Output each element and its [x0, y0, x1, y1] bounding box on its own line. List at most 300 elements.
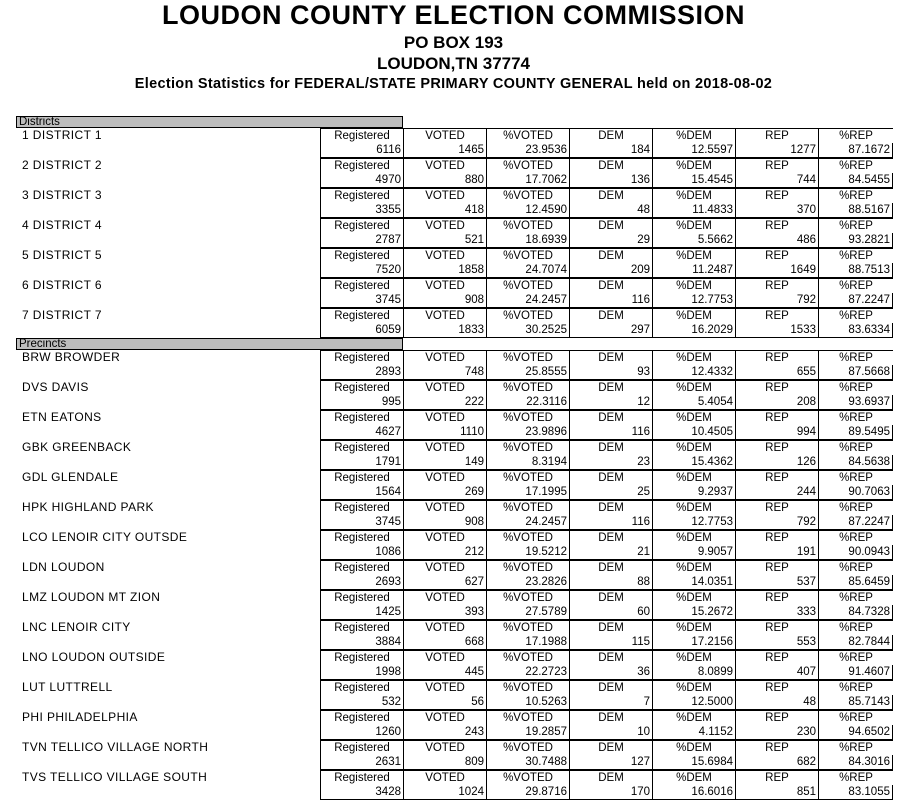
- value-cell: 627: [403, 575, 486, 590]
- value-cell: 1260: [320, 725, 403, 740]
- column-header: %REP: [818, 278, 893, 293]
- value-cell: 1791: [320, 455, 403, 470]
- column-header: VOTED: [403, 308, 486, 323]
- table-row: [16, 485, 893, 500]
- column-header: DEM: [569, 680, 652, 695]
- table-row: [16, 323, 893, 338]
- column-header: %VOTED: [486, 740, 569, 755]
- column-header: VOTED: [403, 410, 486, 425]
- column-header: %REP: [818, 440, 893, 455]
- row-name: 1 DISTRICT 1: [22, 128, 102, 142]
- column-header: %REP: [818, 158, 893, 173]
- value-cell: 2787: [320, 233, 403, 248]
- value-cell: 48: [569, 203, 652, 218]
- value-cell: 7520: [320, 263, 403, 278]
- column-header-row: [16, 278, 893, 293]
- column-header: %DEM: [652, 770, 735, 785]
- column-header-row: [16, 680, 893, 695]
- column-header-row: [16, 380, 893, 395]
- column-header: %DEM: [652, 158, 735, 173]
- value-cell: 792: [735, 515, 818, 530]
- value-cell: 88.5167: [818, 203, 893, 218]
- column-header: %VOTED: [486, 350, 569, 365]
- value-cell: 4970: [320, 173, 403, 188]
- value-cell: 11.4833: [652, 203, 735, 218]
- value-cell: 5.5662: [652, 233, 735, 248]
- table-row: [16, 425, 893, 440]
- value-cell: 17.1988: [486, 635, 569, 650]
- column-header: REP: [735, 770, 818, 785]
- value-cell: 22.2723: [486, 665, 569, 680]
- column-header: DEM: [569, 350, 652, 365]
- value-cell: 418: [403, 203, 486, 218]
- column-header: Registered: [320, 218, 403, 233]
- column-header: %VOTED: [486, 710, 569, 725]
- value-cell: 393: [403, 605, 486, 620]
- column-header: %REP: [818, 380, 893, 395]
- po-box: PO BOX 193: [403, 33, 504, 52]
- column-header: VOTED: [403, 530, 486, 545]
- table-row: [16, 143, 893, 158]
- value-cell: 24.2457: [486, 293, 569, 308]
- column-header: %REP: [818, 188, 893, 203]
- value-cell: 15.6984: [652, 755, 735, 770]
- value-cell: 1998: [320, 665, 403, 680]
- column-header: %DEM: [652, 278, 735, 293]
- column-header: %DEM: [652, 680, 735, 695]
- column-header-row: [16, 410, 893, 425]
- value-cell: 30.7488: [486, 755, 569, 770]
- column-header-row: [16, 440, 893, 455]
- row-name: 4 DISTRICT 4: [22, 218, 102, 232]
- value-cell: 87.2247: [818, 515, 893, 530]
- column-header: %VOTED: [486, 158, 569, 173]
- value-cell: 995: [320, 395, 403, 410]
- column-header: %VOTED: [486, 380, 569, 395]
- value-cell: 370: [735, 203, 818, 218]
- column-header: %VOTED: [486, 770, 569, 785]
- column-header-row: [16, 770, 893, 785]
- value-cell: 4627: [320, 425, 403, 440]
- value-cell: 87.2247: [818, 293, 893, 308]
- column-header: %VOTED: [486, 188, 569, 203]
- column-header-row: [16, 500, 893, 515]
- column-header: VOTED: [403, 248, 486, 263]
- column-header: REP: [735, 128, 818, 143]
- column-header-row: [16, 350, 893, 365]
- column-header: %REP: [818, 590, 893, 605]
- column-header: Registered: [320, 560, 403, 575]
- column-header-row: [16, 158, 893, 173]
- value-cell: 87.5668: [818, 365, 893, 380]
- value-cell: 191: [735, 545, 818, 560]
- column-header-row: [16, 530, 893, 545]
- table-row: [16, 755, 893, 770]
- value-cell: 994: [735, 425, 818, 440]
- column-header: %REP: [818, 470, 893, 485]
- value-cell: 8.0899: [652, 665, 735, 680]
- value-cell: 27.5789: [486, 605, 569, 620]
- value-cell: 93: [569, 365, 652, 380]
- column-header: %VOTED: [486, 218, 569, 233]
- column-header: Registered: [320, 350, 403, 365]
- value-cell: 1277: [735, 143, 818, 158]
- column-header: Registered: [320, 188, 403, 203]
- row-name: TVS TELLICO VILLAGE SOUTH: [22, 770, 208, 784]
- column-header: %VOTED: [486, 590, 569, 605]
- column-header: DEM: [569, 128, 652, 143]
- column-header: %REP: [818, 560, 893, 575]
- column-header: VOTED: [403, 128, 486, 143]
- row-name: ETN EATONS: [22, 410, 102, 424]
- column-header: %VOTED: [486, 650, 569, 665]
- column-header: VOTED: [403, 500, 486, 515]
- value-cell: 17.2156: [652, 635, 735, 650]
- row-name: 5 DISTRICT 5: [22, 248, 102, 262]
- value-cell: 748: [403, 365, 486, 380]
- column-header: Registered: [320, 500, 403, 515]
- value-cell: 14.0351: [652, 575, 735, 590]
- column-header: %DEM: [652, 218, 735, 233]
- column-header: %REP: [818, 350, 893, 365]
- value-cell: 809: [403, 755, 486, 770]
- row-name: LNC LENOIR CITY: [22, 620, 131, 634]
- column-header: VOTED: [403, 380, 486, 395]
- value-cell: 3428: [320, 785, 403, 800]
- column-header: VOTED: [403, 710, 486, 725]
- value-cell: 88.7513: [818, 263, 893, 278]
- value-cell: 9.2937: [652, 485, 735, 500]
- value-cell: 3745: [320, 293, 403, 308]
- value-cell: 1110: [403, 425, 486, 440]
- table-row: [16, 785, 893, 800]
- column-header: VOTED: [403, 188, 486, 203]
- column-header: DEM: [569, 248, 652, 263]
- column-header: %DEM: [652, 350, 735, 365]
- row-name: LUT LUTTRELL: [22, 680, 113, 694]
- column-header: Registered: [320, 410, 403, 425]
- column-header: %VOTED: [486, 500, 569, 515]
- column-header: REP: [735, 440, 818, 455]
- table-row: [16, 455, 893, 470]
- value-cell: 2631: [320, 755, 403, 770]
- value-cell: 136: [569, 173, 652, 188]
- value-cell: 23.9536: [486, 143, 569, 158]
- statistics-table: [16, 116, 893, 796]
- row-name: LDN LOUDON: [22, 560, 105, 574]
- table-row: [16, 293, 893, 308]
- column-header: Registered: [320, 770, 403, 785]
- column-header: REP: [735, 650, 818, 665]
- row-name: 7 DISTRICT 7: [22, 308, 102, 322]
- column-header: %VOTED: [486, 560, 569, 575]
- value-cell: 12.7753: [652, 293, 735, 308]
- column-header: DEM: [569, 188, 652, 203]
- column-header: %DEM: [652, 188, 735, 203]
- value-cell: 537: [735, 575, 818, 590]
- value-cell: 17.1995: [486, 485, 569, 500]
- column-header: REP: [735, 680, 818, 695]
- column-header: %DEM: [652, 530, 735, 545]
- value-cell: 22.3116: [486, 395, 569, 410]
- value-cell: 744: [735, 173, 818, 188]
- value-cell: 1649: [735, 263, 818, 278]
- column-header: %REP: [818, 218, 893, 233]
- value-cell: 10.4505: [652, 425, 735, 440]
- column-header: REP: [735, 158, 818, 173]
- column-header: Registered: [320, 308, 403, 323]
- column-header: %VOTED: [486, 530, 569, 545]
- value-cell: 18.6939: [486, 233, 569, 248]
- column-header: %DEM: [652, 710, 735, 725]
- column-header: Registered: [320, 380, 403, 395]
- column-header: DEM: [569, 308, 652, 323]
- table-row: [16, 725, 893, 740]
- column-header: %REP: [818, 128, 893, 143]
- value-cell: 407: [735, 665, 818, 680]
- commission-title: LOUDON COUNTY ELECTION COMMISSION: [161, 0, 745, 30]
- table-row: [16, 575, 893, 590]
- column-header: DEM: [569, 590, 652, 605]
- column-header-row: [16, 620, 893, 635]
- column-header: %REP: [818, 680, 893, 695]
- column-header: REP: [735, 248, 818, 263]
- value-cell: 21: [569, 545, 652, 560]
- value-cell: 60: [569, 605, 652, 620]
- table-row: [16, 515, 893, 530]
- value-cell: 85.7143: [818, 695, 893, 710]
- value-cell: 5.4054: [652, 395, 735, 410]
- value-cell: 85.6459: [818, 575, 893, 590]
- column-header: %REP: [818, 500, 893, 515]
- column-header: Registered: [320, 650, 403, 665]
- column-header: DEM: [569, 440, 652, 455]
- value-cell: 8.3194: [486, 455, 569, 470]
- column-header: %VOTED: [486, 278, 569, 293]
- value-cell: 222: [403, 395, 486, 410]
- value-cell: 445: [403, 665, 486, 680]
- value-cell: 244: [735, 485, 818, 500]
- city-state-zip: LOUDON,TN 37774: [376, 54, 531, 73]
- table-row: [16, 665, 893, 680]
- value-cell: 212: [403, 545, 486, 560]
- value-cell: 12.4590: [486, 203, 569, 218]
- row-name: HPK HIGHLAND PARK: [22, 500, 154, 514]
- column-header: REP: [735, 560, 818, 575]
- table-row: [16, 203, 893, 218]
- column-header-row: [16, 560, 893, 575]
- column-header: DEM: [569, 530, 652, 545]
- column-header: REP: [735, 620, 818, 635]
- value-cell: 90.7063: [818, 485, 893, 500]
- value-cell: 90.0943: [818, 545, 893, 560]
- value-cell: 16.2029: [652, 323, 735, 338]
- column-header-row: [16, 308, 893, 323]
- row-name: LNO LOUDON OUTSIDE: [22, 650, 166, 664]
- value-cell: 93.2821: [818, 233, 893, 248]
- column-header: Registered: [320, 440, 403, 455]
- column-header-row: [16, 650, 893, 665]
- value-cell: 209: [569, 263, 652, 278]
- column-header: %DEM: [652, 590, 735, 605]
- column-header: REP: [735, 470, 818, 485]
- column-header: VOTED: [403, 350, 486, 365]
- row-name: 3 DISTRICT 3: [22, 188, 102, 202]
- column-header-row: [16, 128, 893, 143]
- column-header: %REP: [818, 770, 893, 785]
- section-header-districts: Districts: [16, 116, 403, 128]
- column-header: %DEM: [652, 440, 735, 455]
- table-row: [16, 233, 893, 248]
- value-cell: 908: [403, 515, 486, 530]
- value-cell: 908: [403, 293, 486, 308]
- value-cell: 127: [569, 755, 652, 770]
- value-cell: 184: [569, 143, 652, 158]
- value-cell: 15.4545: [652, 173, 735, 188]
- column-header: VOTED: [403, 740, 486, 755]
- value-cell: 1465: [403, 143, 486, 158]
- column-header: DEM: [569, 470, 652, 485]
- column-header: REP: [735, 710, 818, 725]
- row-name: GDL GLENDALE: [22, 470, 119, 484]
- column-header: REP: [735, 500, 818, 515]
- value-cell: 126: [735, 455, 818, 470]
- value-cell: 23: [569, 455, 652, 470]
- value-cell: 297: [569, 323, 652, 338]
- column-header: VOTED: [403, 650, 486, 665]
- value-cell: 48: [735, 695, 818, 710]
- column-header: REP: [735, 740, 818, 755]
- column-header: REP: [735, 218, 818, 233]
- value-cell: 116: [569, 515, 652, 530]
- column-header: VOTED: [403, 218, 486, 233]
- value-cell: 10: [569, 725, 652, 740]
- section-header-precincts: Precincts: [16, 338, 403, 350]
- value-cell: 83.1055: [818, 785, 893, 800]
- column-header: DEM: [569, 620, 652, 635]
- table-row: [16, 605, 893, 620]
- value-cell: 11.2487: [652, 263, 735, 278]
- value-cell: 15.4362: [652, 455, 735, 470]
- column-header-row: [16, 248, 893, 263]
- column-header: %DEM: [652, 248, 735, 263]
- column-header: %DEM: [652, 740, 735, 755]
- column-header: %REP: [818, 410, 893, 425]
- value-cell: 84.5638: [818, 455, 893, 470]
- value-cell: 1024: [403, 785, 486, 800]
- column-header: %DEM: [652, 650, 735, 665]
- row-name: 2 DISTRICT 2: [22, 158, 102, 172]
- row-name: 6 DISTRICT 6: [22, 278, 102, 292]
- column-header-row: [16, 740, 893, 755]
- column-header: Registered: [320, 158, 403, 173]
- value-cell: 655: [735, 365, 818, 380]
- column-header: Registered: [320, 680, 403, 695]
- column-header: %DEM: [652, 470, 735, 485]
- column-header: Registered: [320, 590, 403, 605]
- value-cell: 243: [403, 725, 486, 740]
- column-header: %VOTED: [486, 248, 569, 263]
- value-cell: 6059: [320, 323, 403, 338]
- column-header: %REP: [818, 740, 893, 755]
- value-cell: 7: [569, 695, 652, 710]
- column-header: Registered: [320, 740, 403, 755]
- value-cell: 116: [569, 293, 652, 308]
- row-name: PHI PHILADELPHIA: [22, 710, 138, 724]
- column-header: DEM: [569, 650, 652, 665]
- value-cell: 24.7074: [486, 263, 569, 278]
- column-header: %VOTED: [486, 440, 569, 455]
- table-row: [16, 395, 893, 410]
- value-cell: 19.2857: [486, 725, 569, 740]
- value-cell: 15.2672: [652, 605, 735, 620]
- row-name: DVS DAVIS: [22, 380, 89, 394]
- value-cell: 83.6334: [818, 323, 893, 338]
- row-name: LMZ LOUDON MT ZION: [22, 590, 161, 604]
- value-cell: 553: [735, 635, 818, 650]
- value-cell: 170: [569, 785, 652, 800]
- value-cell: 3355: [320, 203, 403, 218]
- column-header: DEM: [569, 218, 652, 233]
- column-header: VOTED: [403, 620, 486, 635]
- column-header: VOTED: [403, 770, 486, 785]
- column-header: VOTED: [403, 278, 486, 293]
- column-header: %REP: [818, 650, 893, 665]
- column-header-row: [16, 710, 893, 725]
- column-header: Registered: [320, 278, 403, 293]
- value-cell: 6116: [320, 143, 403, 158]
- table-row: [16, 695, 893, 710]
- column-header: %VOTED: [486, 680, 569, 695]
- column-header: %DEM: [652, 308, 735, 323]
- value-cell: 84.7328: [818, 605, 893, 620]
- value-cell: 2893: [320, 365, 403, 380]
- column-header: VOTED: [403, 590, 486, 605]
- value-cell: 25: [569, 485, 652, 500]
- value-cell: 1425: [320, 605, 403, 620]
- value-cell: 851: [735, 785, 818, 800]
- column-header: Registered: [320, 248, 403, 263]
- value-cell: 486: [735, 233, 818, 248]
- column-header: VOTED: [403, 470, 486, 485]
- column-header: DEM: [569, 500, 652, 515]
- value-cell: 84.5455: [818, 173, 893, 188]
- value-cell: 333: [735, 605, 818, 620]
- row-name: TVN TELLICO VILLAGE NORTH: [22, 740, 209, 754]
- value-cell: 149: [403, 455, 486, 470]
- value-cell: 4.1152: [652, 725, 735, 740]
- value-cell: 29: [569, 233, 652, 248]
- value-cell: 88: [569, 575, 652, 590]
- value-cell: 93.6937: [818, 395, 893, 410]
- column-header: %REP: [818, 530, 893, 545]
- table-row: [16, 173, 893, 188]
- column-header: REP: [735, 380, 818, 395]
- column-header: REP: [735, 590, 818, 605]
- value-cell: 1564: [320, 485, 403, 500]
- column-header: %DEM: [652, 500, 735, 515]
- column-header: %REP: [818, 620, 893, 635]
- column-header: %VOTED: [486, 128, 569, 143]
- value-cell: 3745: [320, 515, 403, 530]
- table-row: [16, 545, 893, 560]
- column-header: DEM: [569, 560, 652, 575]
- column-header: VOTED: [403, 440, 486, 455]
- value-cell: 792: [735, 293, 818, 308]
- value-cell: 91.4607: [818, 665, 893, 680]
- column-header: %DEM: [652, 410, 735, 425]
- column-header: Registered: [320, 620, 403, 635]
